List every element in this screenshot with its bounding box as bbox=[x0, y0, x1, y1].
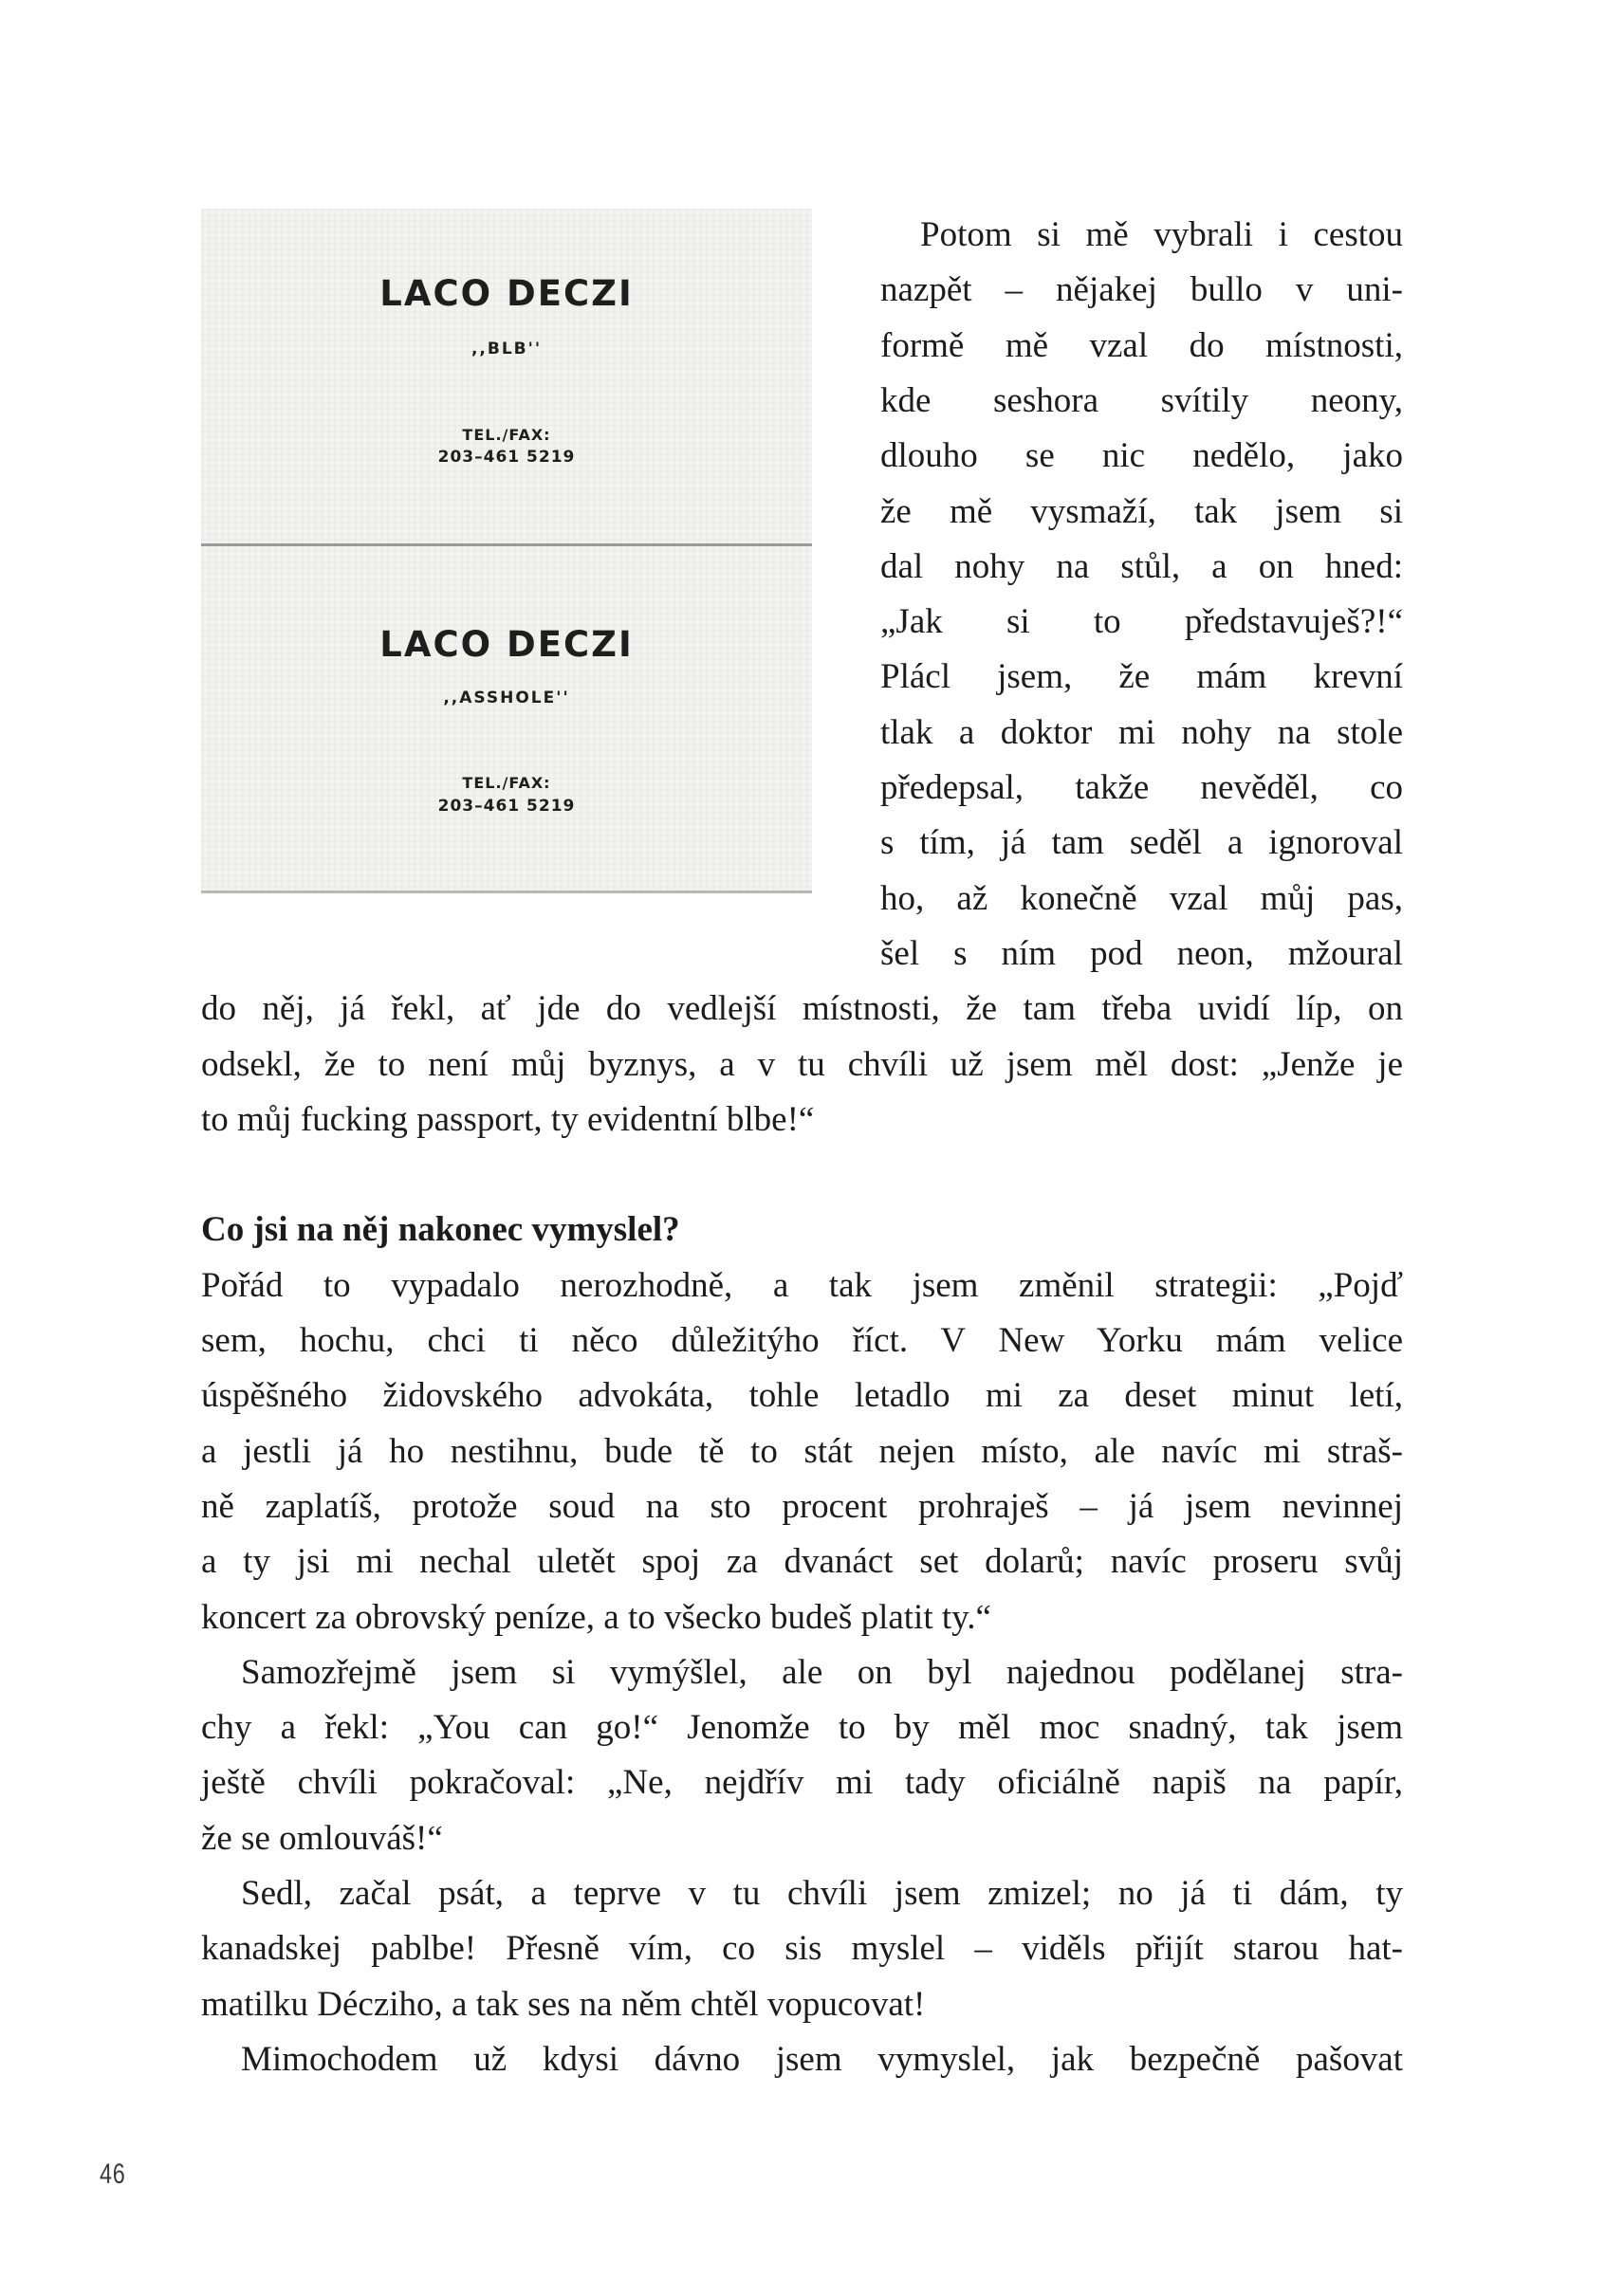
text-line: úspěšného židovského advokáta, tohle letadlo mi za deset minut letí, bbox=[201, 1376, 1403, 1416]
text-line: Mimochodem už kdysi dávno jsem vymyslel, jak bezpečně pašovat bbox=[241, 2039, 1403, 2079]
text-line: kanadskej pablbe! Přesně vím, co sis myslel – viděls přijít starou hat- bbox=[201, 1929, 1403, 1969]
text-line: dal nohy na stůl, a on hned: bbox=[880, 546, 1403, 586]
card-tel-label: TEL./FAX: bbox=[462, 426, 551, 444]
text-line: to můj fucking passport, ty evidentní blbe!“ bbox=[201, 1099, 815, 1139]
text-line: do něj, já řekl, ať jde do vedlejší místnosti, že tam třeba uvidí líp, on bbox=[201, 989, 1403, 1029]
text-line: předepsal, takže nevěděl, co bbox=[880, 768, 1403, 807]
card-nickname: ,,ASSHOLE'' bbox=[443, 689, 570, 707]
card-tel-label: TEL./FAX: bbox=[462, 774, 551, 792]
business-card bbox=[201, 209, 812, 543]
text-line: že se omlouváš!“ bbox=[201, 1818, 443, 1858]
card-name: LACO DECZI bbox=[379, 273, 634, 314]
text-line: ho, až konečně vzal můj pas, bbox=[880, 878, 1403, 918]
card-phone: 203–461 5219 bbox=[437, 797, 576, 816]
text-line: Samozřejmě jsem si vymýšlel, ale on byl najednou podělanej stra- bbox=[241, 1652, 1403, 1692]
text-line: matilku Décziho, a tak ses na něm chtěl vopucovat! bbox=[201, 1984, 926, 2024]
text-line: dlouho se nic nedělo, jako bbox=[880, 436, 1403, 476]
text-line: ještě chvíli pokračoval: „Ne, nejdřív mi tady oficiálně napiš na papír, bbox=[201, 1763, 1403, 1803]
interview-question: Co jsi na něj nakonec vymyslel? bbox=[201, 1210, 680, 1250]
text-line: formě mě vzal do místnosti, bbox=[880, 325, 1403, 365]
text-line: Sedl, začal psát, a teprve v tu chvíli jsem zmizel; no já ti dám, ty bbox=[241, 1874, 1403, 1913]
text-line: Plácl jsem, že mám krevní bbox=[880, 657, 1403, 697]
text-line: sem, hochu, chci ti něco důležitýho říct. V New Yorku mám velice bbox=[201, 1321, 1403, 1360]
business-cards-photo bbox=[201, 209, 812, 893]
page-number: 46 bbox=[100, 2158, 126, 2190]
business-card bbox=[201, 546, 812, 893]
card-phone: 203–461 5219 bbox=[437, 448, 576, 467]
card-nickname: ,,BLB'' bbox=[471, 340, 543, 358]
text-line: že mě vysmaží, tak jsem si bbox=[880, 491, 1403, 531]
text-line: Potom si mě vybrali i cestou bbox=[920, 215, 1403, 254]
text-line: ně zaplatíš, protože soud na sto procent prohraješ – já jsem nevinnej bbox=[201, 1486, 1403, 1526]
text-line: šel s ním pod neon, mžoural bbox=[880, 933, 1403, 973]
text-line: chy a řekl: „You can go!“ Jenomže to by měl moc snadný, tak jsem bbox=[201, 1708, 1403, 1748]
text-line: nazpět – nějakej bullo v uni- bbox=[880, 270, 1403, 310]
text-line: odsekl, že to není můj byznys, a v tu chvíli už jsem měl dost: „Jenže je bbox=[201, 1044, 1403, 1084]
text-line: s tím, já tam seděl a ignoroval bbox=[880, 823, 1403, 863]
text-line: koncert za obrovský peníze, a to všecko budeš platit ty.“ bbox=[201, 1597, 991, 1637]
text-line: „Jak si to představuješ?!“ bbox=[880, 602, 1403, 642]
text-line: a jestli já ho nestihnu, bude tě to stát nejen místo, ale navíc mi straš- bbox=[201, 1431, 1403, 1471]
text-line: tlak a doktor mi nohy na stole bbox=[880, 712, 1403, 752]
text-line: a ty jsi mi nechal uletět spoj za dvanáct set dolarů; navíc proseru svůj bbox=[201, 1542, 1403, 1582]
text-line: kde seshora svítily neony, bbox=[880, 380, 1403, 420]
text-line: Pořád to vypadalo nerozhodně, a tak jsem změnil strategii: „Pojď bbox=[201, 1265, 1403, 1305]
card-name: LACO DECZI bbox=[379, 624, 634, 665]
photo-edge bbox=[201, 891, 812, 893]
